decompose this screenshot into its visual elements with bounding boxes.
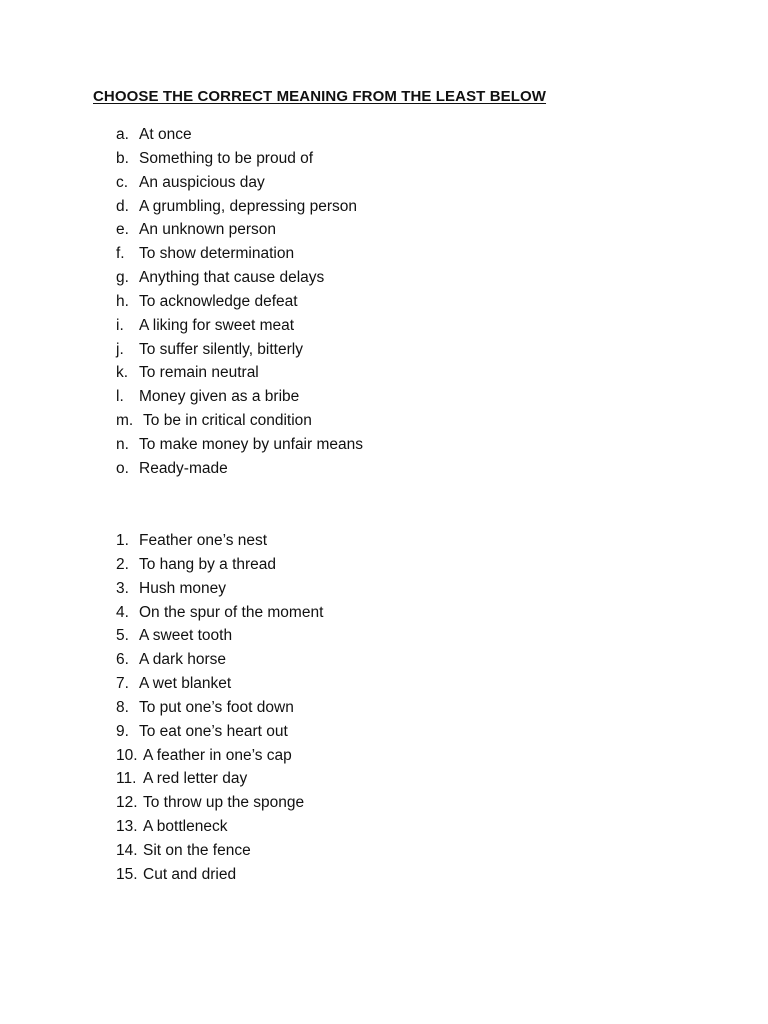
list-item-text: To acknowledge defeat	[139, 292, 298, 310]
list-item-text: To put one’s foot down	[139, 698, 294, 716]
list-marker: 5.	[116, 627, 129, 645]
list-item-text: On the spur of the moment	[139, 603, 324, 621]
list-marker: 12.	[116, 794, 138, 812]
list-item-text: At once	[139, 126, 192, 143]
list-marker: 13.	[116, 818, 138, 836]
list-marker: 9.	[116, 722, 129, 740]
list-marker: 10.	[116, 746, 138, 764]
list-marker: 8.	[116, 698, 129, 716]
list-item	[116, 147, 363, 171]
list-item-text: A wet blanket	[139, 675, 232, 693]
list-item	[116, 767, 323, 791]
list-item-text: To hang by a thread	[139, 555, 277, 573]
list-marker: 3.	[116, 579, 129, 597]
list-marker: 11.	[116, 770, 137, 788]
list-item-text: A grumbling, depressing person	[139, 197, 357, 215]
list-item-text: A bottleneck	[143, 818, 228, 836]
list-item	[116, 266, 363, 290]
list-item	[116, 839, 323, 863]
list-item-text: Cut and dried	[143, 865, 237, 883]
list-item	[116, 338, 363, 362]
list-item	[116, 529, 323, 553]
list-item	[116, 791, 323, 815]
list-item	[116, 744, 323, 768]
list-item-text: To remain neutral	[139, 364, 259, 382]
list-item	[116, 409, 363, 433]
list-item-text: Feather one’s nest	[139, 532, 268, 549]
list-item-text: To show determination	[139, 245, 295, 263]
list-item	[116, 242, 363, 266]
idioms-list	[116, 529, 323, 887]
page-title: CHOOSE THE CORRECT MEANING FROM THE LEAST BELOW	[93, 88, 547, 105]
list-marker: j.	[116, 340, 124, 358]
list-item	[116, 696, 323, 720]
list-item-text: Hush money	[139, 579, 227, 597]
list-marker: 1.	[116, 532, 129, 549]
list-item	[116, 553, 323, 577]
list-item	[116, 863, 323, 887]
list-item	[116, 195, 363, 219]
list-marker: l.	[116, 388, 124, 406]
list-marker: 2.	[116, 555, 129, 573]
list-marker: m.	[116, 412, 134, 430]
list-item-text: Money given as a bribe	[139, 388, 300, 406]
list-item	[116, 577, 323, 601]
list-marker: e.	[116, 221, 129, 239]
list-marker: f.	[116, 245, 125, 263]
list-marker: c.	[116, 173, 129, 191]
list-marker: h.	[116, 292, 129, 310]
meanings-list	[116, 123, 363, 481]
list-item	[116, 290, 363, 314]
list-item-text: An auspicious day	[139, 173, 265, 191]
list-item-text: To make money by unfair means	[139, 435, 363, 453]
list-marker: 14.	[116, 841, 138, 859]
list-marker: o.	[116, 459, 129, 477]
list-marker: g.	[116, 269, 129, 287]
list-item-text: Sit on the fence	[143, 841, 251, 859]
list-item	[116, 218, 363, 242]
list-marker: n.	[116, 435, 129, 453]
list-item	[116, 815, 323, 839]
list-item	[116, 648, 323, 672]
list-marker: 7.	[116, 675, 129, 693]
list-item	[116, 720, 323, 744]
list-item	[116, 672, 323, 696]
list-item	[116, 433, 363, 457]
list-marker: i.	[116, 316, 124, 334]
list-item-text: To suffer silently, bitterly	[139, 340, 303, 358]
list-item-text: Something to be proud of	[139, 149, 314, 167]
list-item	[116, 314, 363, 338]
list-item-text: Ready-made	[139, 459, 228, 477]
list-item	[116, 624, 323, 648]
list-item-text: A feather in one’s cap	[143, 746, 292, 764]
list-marker: 4.	[116, 603, 129, 621]
list-item	[116, 457, 363, 481]
list-item	[116, 361, 363, 385]
list-marker: d.	[116, 197, 129, 215]
list-marker: b.	[116, 149, 129, 167]
list-item-text: To eat one’s heart out	[139, 722, 288, 740]
list-item-text: To be in critical condition	[139, 412, 312, 430]
list-item	[116, 123, 363, 147]
list-item-text: To throw up the sponge	[143, 794, 305, 812]
list-marker: a.	[116, 126, 129, 143]
list-item-text: Anything that cause delays	[139, 269, 325, 287]
list-marker: 6.	[116, 651, 129, 669]
list-item-text: A liking for sweet meat	[139, 316, 295, 334]
list-item	[116, 171, 363, 195]
list-item	[116, 601, 323, 625]
list-marker: 15.	[116, 865, 138, 883]
list-item-text: A sweet tooth	[139, 627, 233, 645]
list-item-text: An unknown person	[139, 221, 277, 239]
list-item-text: A red letter day	[143, 770, 248, 788]
list-item	[116, 385, 363, 409]
list-item-text: A dark horse	[139, 651, 227, 669]
list-marker: k.	[116, 364, 129, 382]
